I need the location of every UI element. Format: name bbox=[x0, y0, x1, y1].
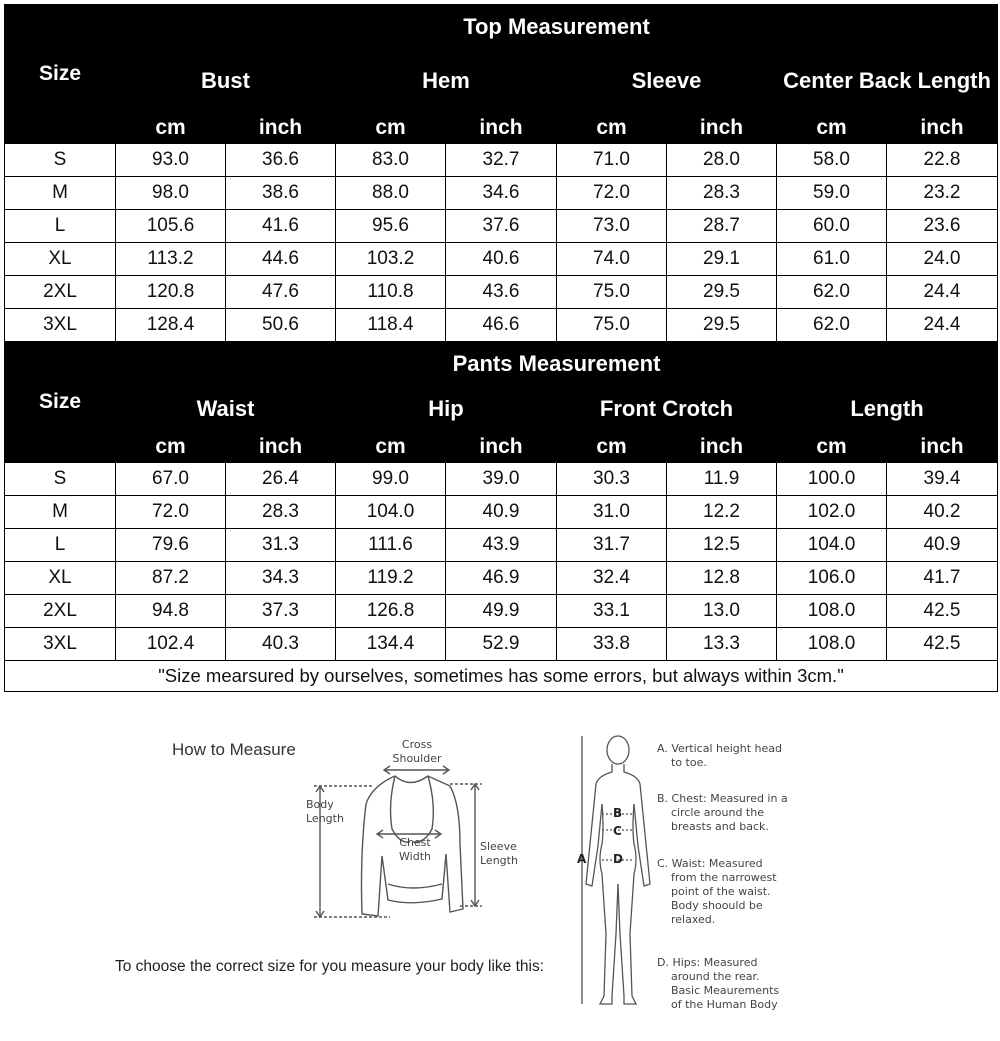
value-cell: 29.5 bbox=[667, 276, 777, 309]
value-cell: 50.6 bbox=[226, 309, 336, 342]
value-cell: 12.8 bbox=[667, 562, 777, 595]
size-table bbox=[4, 4, 998, 692]
measurement-group-header: Sleeve bbox=[557, 50, 777, 113]
table-row bbox=[5, 496, 998, 529]
size-cell: M bbox=[5, 496, 116, 529]
value-cell: 33.8 bbox=[557, 628, 667, 661]
note-b: B. Chest: Measured in a circle around the breasts and back. bbox=[657, 792, 788, 833]
value-cell: 62.0 bbox=[777, 309, 887, 342]
value-cell: 94.8 bbox=[116, 595, 226, 628]
value-cell: 42.5 bbox=[887, 595, 998, 628]
value-cell: 59.0 bbox=[777, 177, 887, 210]
value-cell: 46.9 bbox=[446, 562, 557, 595]
body-letter-b: B bbox=[613, 806, 623, 820]
pants-measurement-section bbox=[5, 342, 998, 661]
value-cell: 87.2 bbox=[116, 562, 226, 595]
table-row bbox=[5, 276, 998, 309]
size-cell: L bbox=[5, 529, 116, 562]
value-cell: 31.0 bbox=[557, 496, 667, 529]
value-cell: 113.2 bbox=[116, 243, 226, 276]
value-cell: 31.7 bbox=[557, 529, 667, 562]
value-cell: 28.3 bbox=[667, 177, 777, 210]
value-cell: 12.2 bbox=[667, 496, 777, 529]
table-row bbox=[5, 529, 998, 562]
value-cell: 34.6 bbox=[446, 177, 557, 210]
value-cell: 36.6 bbox=[226, 144, 336, 177]
value-cell: 88.0 bbox=[336, 177, 446, 210]
unit-header: inch bbox=[226, 113, 336, 144]
value-cell: 28.0 bbox=[667, 144, 777, 177]
size-column-header: Size bbox=[5, 342, 116, 463]
table-row bbox=[5, 243, 998, 276]
body-letter-d: D bbox=[613, 852, 623, 866]
value-cell: 29.1 bbox=[667, 243, 777, 276]
unit-header: inch bbox=[887, 432, 998, 463]
value-cell: 67.0 bbox=[116, 463, 226, 496]
value-cell: 49.9 bbox=[446, 595, 557, 628]
value-cell: 108.0 bbox=[777, 595, 887, 628]
size-cell: 3XL bbox=[5, 628, 116, 661]
top-measurement-section bbox=[5, 5, 998, 342]
value-cell: 37.6 bbox=[446, 210, 557, 243]
value-cell: 102.4 bbox=[116, 628, 226, 661]
note-a: A. Vertical height head to toe. bbox=[657, 742, 783, 769]
value-cell: 43.9 bbox=[446, 529, 557, 562]
size-cell: XL bbox=[5, 562, 116, 595]
measurement-group-header: Bust bbox=[116, 50, 336, 113]
size-cell: M bbox=[5, 177, 116, 210]
value-cell: 99.0 bbox=[336, 463, 446, 496]
unit-header: cm bbox=[116, 113, 226, 144]
value-cell: 23.6 bbox=[887, 210, 998, 243]
unit-header: cm bbox=[557, 432, 667, 463]
table-row bbox=[5, 595, 998, 628]
value-cell: 105.6 bbox=[116, 210, 226, 243]
value-cell: 100.0 bbox=[777, 463, 887, 496]
measurement-group-header: Waist bbox=[116, 387, 336, 432]
note-c: C. Waist: Measured from the narrowest point of the waist. Body shoould be relaxed. bbox=[657, 857, 777, 926]
measurement-group-header: Front Crotch bbox=[557, 387, 777, 432]
unit-header: cm bbox=[777, 432, 887, 463]
how-to-measure-label: How to Measure bbox=[172, 740, 296, 759]
value-cell: 24.4 bbox=[887, 309, 998, 342]
size-note: "Size mearsured by ourselves, sometimes has some errors, but always within 3cm." bbox=[5, 661, 998, 692]
value-cell: 44.6 bbox=[226, 243, 336, 276]
size-cell: XL bbox=[5, 243, 116, 276]
table-row bbox=[5, 628, 998, 661]
value-cell: 102.0 bbox=[777, 496, 887, 529]
value-cell: 75.0 bbox=[557, 276, 667, 309]
value-cell: 75.0 bbox=[557, 309, 667, 342]
table-row bbox=[5, 309, 998, 342]
value-cell: 42.5 bbox=[887, 628, 998, 661]
value-cell: 23.2 bbox=[887, 177, 998, 210]
value-cell: 47.6 bbox=[226, 276, 336, 309]
value-cell: 33.1 bbox=[557, 595, 667, 628]
table-row bbox=[5, 463, 998, 496]
value-cell: 32.7 bbox=[446, 144, 557, 177]
measurement-group-header: Hem bbox=[336, 50, 557, 113]
size-cell: S bbox=[5, 144, 116, 177]
value-cell: 111.6 bbox=[336, 529, 446, 562]
value-cell: 74.0 bbox=[557, 243, 667, 276]
unit-header: inch bbox=[446, 113, 557, 144]
value-cell: 40.2 bbox=[887, 496, 998, 529]
value-cell: 52.9 bbox=[446, 628, 557, 661]
value-cell: 134.4 bbox=[336, 628, 446, 661]
value-cell: 37.3 bbox=[226, 595, 336, 628]
value-cell: 38.6 bbox=[226, 177, 336, 210]
sleeve-length-label: Sleeve Length bbox=[480, 840, 518, 867]
value-cell: 108.0 bbox=[777, 628, 887, 661]
unit-header: cm bbox=[557, 113, 667, 144]
value-cell: 29.5 bbox=[667, 309, 777, 342]
unit-header: cm bbox=[116, 432, 226, 463]
value-cell: 40.3 bbox=[226, 628, 336, 661]
size-cell: S bbox=[5, 463, 116, 496]
body-letter-c: C bbox=[613, 824, 622, 838]
top-measurement-title: Top Measurement bbox=[116, 5, 998, 50]
value-cell: 106.0 bbox=[777, 562, 887, 595]
value-cell: 58.0 bbox=[777, 144, 887, 177]
measurement-group-header: Hip bbox=[336, 387, 557, 432]
value-cell: 11.9 bbox=[667, 463, 777, 496]
value-cell: 93.0 bbox=[116, 144, 226, 177]
size-chart bbox=[4, 4, 997, 713]
measurement-group-header: Center Back Length bbox=[777, 50, 998, 113]
value-cell: 28.3 bbox=[226, 496, 336, 529]
unit-header: inch bbox=[667, 113, 777, 144]
value-cell: 72.0 bbox=[116, 496, 226, 529]
cross-shoulder-label: Cross Shoulder bbox=[392, 738, 442, 765]
value-cell: 126.8 bbox=[336, 595, 446, 628]
value-cell: 41.7 bbox=[887, 562, 998, 595]
table-row bbox=[5, 144, 998, 177]
value-cell: 128.4 bbox=[116, 309, 226, 342]
body-letter-a: A bbox=[577, 852, 587, 866]
value-cell: 60.0 bbox=[777, 210, 887, 243]
table-row bbox=[5, 177, 998, 210]
size-cell: 3XL bbox=[5, 309, 116, 342]
table-row bbox=[5, 210, 998, 243]
size-cell: 2XL bbox=[5, 276, 116, 309]
unit-header: cm bbox=[336, 113, 446, 144]
unit-header: cm bbox=[777, 113, 887, 144]
value-cell: 40.9 bbox=[887, 529, 998, 562]
measurement-group-header: Length bbox=[777, 387, 998, 432]
value-cell: 40.6 bbox=[446, 243, 557, 276]
value-cell: 61.0 bbox=[777, 243, 887, 276]
body-length-label: Body Length bbox=[306, 798, 344, 825]
unit-header: cm bbox=[336, 432, 446, 463]
value-cell: 34.3 bbox=[226, 562, 336, 595]
value-cell: 24.0 bbox=[887, 243, 998, 276]
unit-header: inch bbox=[887, 113, 998, 144]
value-cell: 119.2 bbox=[336, 562, 446, 595]
chest-width-label: Chest Width bbox=[399, 836, 431, 863]
unit-header: inch bbox=[667, 432, 777, 463]
unit-header: inch bbox=[226, 432, 336, 463]
size-cell: L bbox=[5, 210, 116, 243]
value-cell: 120.8 bbox=[116, 276, 226, 309]
value-cell: 110.8 bbox=[336, 276, 446, 309]
value-cell: 118.4 bbox=[336, 309, 446, 342]
human-body-figure bbox=[578, 734, 658, 1024]
value-cell: 39.0 bbox=[446, 463, 557, 496]
value-cell: 95.6 bbox=[336, 210, 446, 243]
value-cell: 39.4 bbox=[887, 463, 998, 496]
value-cell: 26.4 bbox=[226, 463, 336, 496]
unit-header: inch bbox=[446, 432, 557, 463]
value-cell: 30.3 bbox=[557, 463, 667, 496]
value-cell: 28.7 bbox=[667, 210, 777, 243]
value-cell: 22.8 bbox=[887, 144, 998, 177]
table-row bbox=[5, 562, 998, 595]
value-cell: 24.4 bbox=[887, 276, 998, 309]
value-cell: 13.0 bbox=[667, 595, 777, 628]
value-cell: 31.3 bbox=[226, 529, 336, 562]
value-cell: 98.0 bbox=[116, 177, 226, 210]
value-cell: 41.6 bbox=[226, 210, 336, 243]
value-cell: 104.0 bbox=[336, 496, 446, 529]
value-cell: 104.0 bbox=[777, 529, 887, 562]
size-cell: 2XL bbox=[5, 595, 116, 628]
note-d: D. Hips: Measured around the rear. Basic Meaurements of the Human Body bbox=[657, 956, 780, 1011]
value-cell: 13.3 bbox=[667, 628, 777, 661]
size-column-header: Size bbox=[5, 5, 116, 144]
pants-measurement-title: Pants Measurement bbox=[116, 342, 998, 387]
value-cell: 40.9 bbox=[446, 496, 557, 529]
value-cell: 72.0 bbox=[557, 177, 667, 210]
value-cell: 46.6 bbox=[446, 309, 557, 342]
value-cell: 12.5 bbox=[667, 529, 777, 562]
value-cell: 62.0 bbox=[777, 276, 887, 309]
value-cell: 79.6 bbox=[116, 529, 226, 562]
choose-size-text: To choose the correct size for you measure your body like this: bbox=[115, 958, 545, 975]
value-cell: 73.0 bbox=[557, 210, 667, 243]
value-cell: 83.0 bbox=[336, 144, 446, 177]
value-cell: 103.2 bbox=[336, 243, 446, 276]
value-cell: 43.6 bbox=[446, 276, 557, 309]
value-cell: 32.4 bbox=[557, 562, 667, 595]
value-cell: 71.0 bbox=[557, 144, 667, 177]
measure-guide bbox=[0, 718, 1000, 1041]
